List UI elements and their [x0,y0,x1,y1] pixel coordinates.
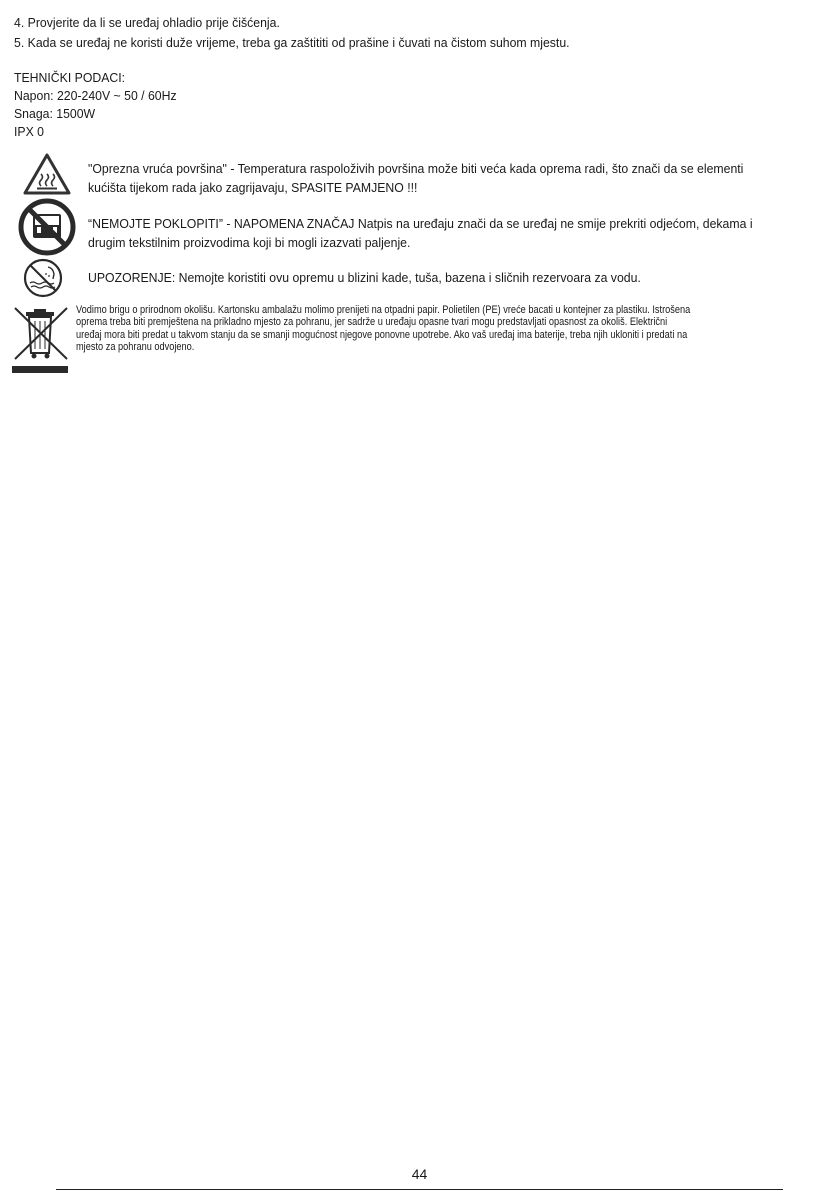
page-number: 44 [411,1166,428,1182]
do-not-cover-line-1: “NEMOJTE POKLOPITI” - NAPOMENA ZNAČAJ Natpis na uređaju znači da se uređaj ne smije prekriti odjećom, dekama i [88,216,753,231]
hot-surface-line-2: kućišta tijekom rada jako zagrijavaju, SPASITE PAMJENO !!! [88,180,418,195]
no-water-warning-text: UPOZORENJE: Nemojte koristiti ovu opremu u blizini kade, tuša, bazena i sličnih rezervoara za vodu. [88,270,641,285]
spec-ipx: IPX 0 [14,124,45,139]
environmental-notice [76,304,829,353]
hot-surface-warning-text [88,159,813,197]
hot-surface-line-1: "Oprezna vruća površina" - Temperatura raspoloživih površina može biti veća kada oprema radi, što znači da se elementi [88,161,744,176]
specs-heading: TEHNIČKI PODACI: [14,70,126,85]
do-not-cover-line-2: drugim tekstilnim proizvodima koji bi mogli izazvati paljenje. [88,235,411,250]
eco-line-2: oprema treba biti premještena na prikladno mjesto za pohranu, jer sadrže u uređaju opasne tvari mogu predstavljati opasnost za okoliš. Električni [76,316,668,329]
instruction-item-5: 5. Kada se uređaj ne koristi duže vrijeme, treba ga zaštititi od prašine i čuvati na čistom suhom mjestu. [14,35,570,50]
no-bath-water-icon [22,258,64,298]
hot-surface-icon [22,152,72,196]
spec-power: Snaga: 1500W [14,106,96,121]
do-not-cover-icon [18,198,76,256]
do-not-cover-warning-text [88,214,813,252]
crossed-out-wheelie-bin-icon [12,305,70,375]
spec-voltage: Napon: 220-240V ~ 50 / 60Hz [14,88,177,103]
eco-line-1: Vodimo brigu o prirodnom okolišu. Kartonsku ambalažu molimo prenijeti na otpadni papir. Polietilen (PE) vreće bacati u kontejner za plastiku. Istrošena [76,304,691,316]
eco-line-3: uređaj mora biti predat u takvom stanju da se smanji mogućnost njegove ponovne upotrebe. Ako vaš uređaj ima baterije, treba njih ukloniti i predati na [76,328,688,341]
footer-rule [56,1189,783,1190]
eco-line-4: mjesto za pohranu odvojeno. [76,340,195,353]
instruction-item-4: 4. Provjerite da li se uređaj ohladio prije čišćenja. [14,15,280,30]
